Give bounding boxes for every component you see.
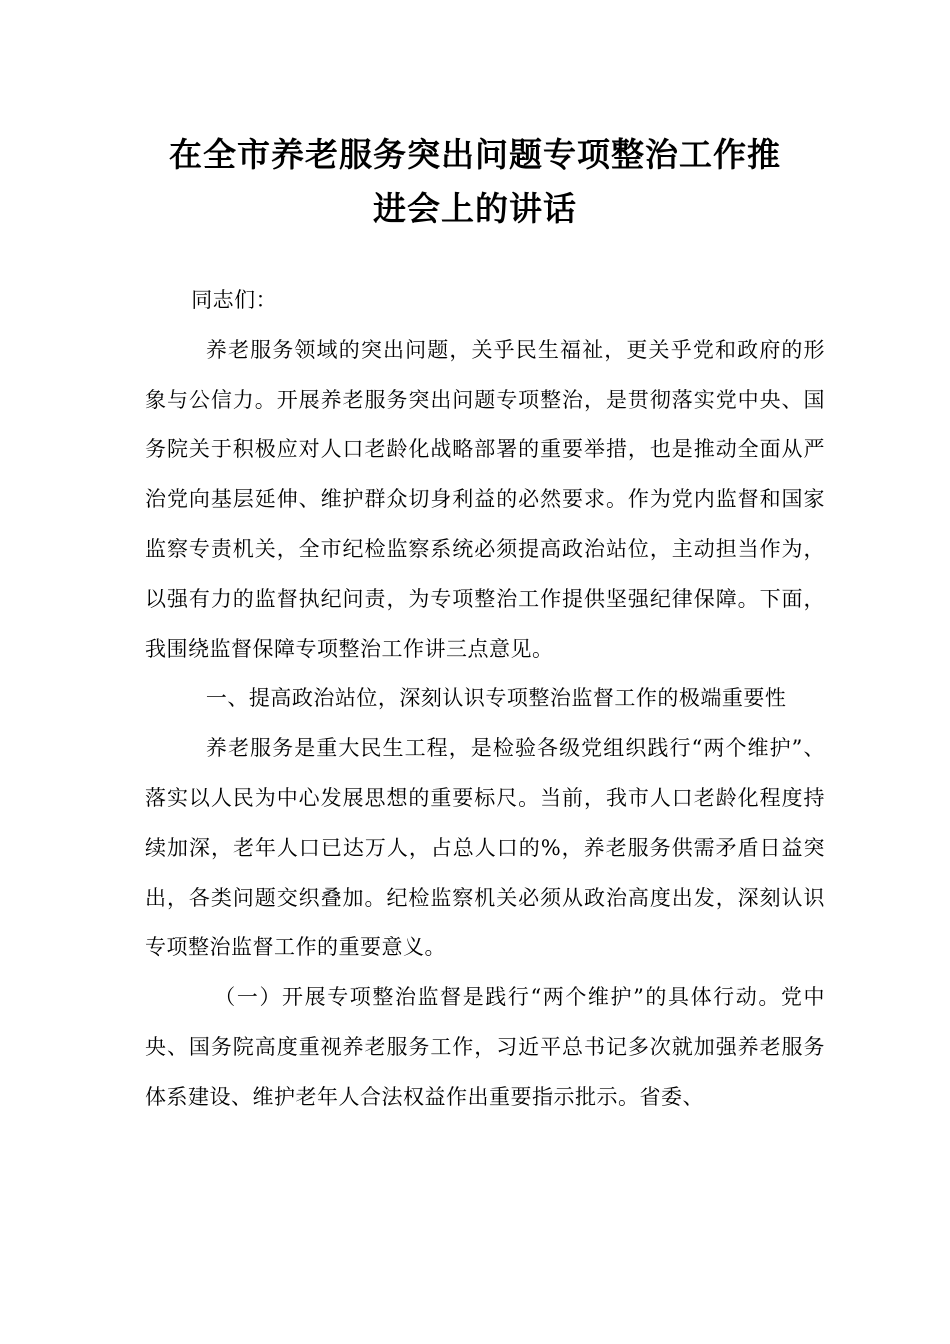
paragraph-subsection-1: （一）开展专项整治监督是践行“两个维护”的具体行动。党中央、国务院高度重视养老服务工作，习近平总书记多次就加强养老服务体系建设、维护老年人合法权益作出重要指示批示。省委、 [145, 985, 825, 1109]
paragraph-intro: 养老服务领域的突出问题，关乎民生福祉，更关乎党和政府的形象与公信力。开展养老服务突出问题专项整治，是贯彻落实党中央、国务院关于积极应对人口老龄化战略部署的重要举措，也是推动全面从严治党向基层延伸、维护群众切身利益的必然要求。作为党内监督和国家监察专责机关，全市纪检监察系统必须提高政治站位，主动担当作为，以强有力的监督执纪问责，为专项整治工作提供坚强纪律保障。下面，我围绕监督保障专项整治工作讲三点意见。 [145, 337, 825, 661]
document-body [145, 276, 825, 1123]
section-heading-1: 一、提高政治站位，深刻认识专项整治监督工作的极端重要性 [205, 686, 787, 711]
document-title [140, 128, 810, 236]
title-line-1: 在全市养老服务突出问题专项整治工作推 [169, 135, 781, 174]
paragraph-section-1: 养老服务是重大民生工程，是检验各级党组织践行“两个维护”、落实以人民为中心发展思想的重要标尺。当前，我市人口老龄化程度持续加深，老年人口已达万人，占总人口的%，养老服务供需矛盾日益突出，各类问题交织叠加。纪检监察机关必须从政治高度出发，深刻认识专项整治监督工作的重要意义。 [145, 736, 825, 960]
title-line-2: 进会上的讲话 [373, 189, 577, 228]
page-bottom-margin [145, 1306, 825, 1344]
salutation: 同志们： [191, 288, 278, 312]
